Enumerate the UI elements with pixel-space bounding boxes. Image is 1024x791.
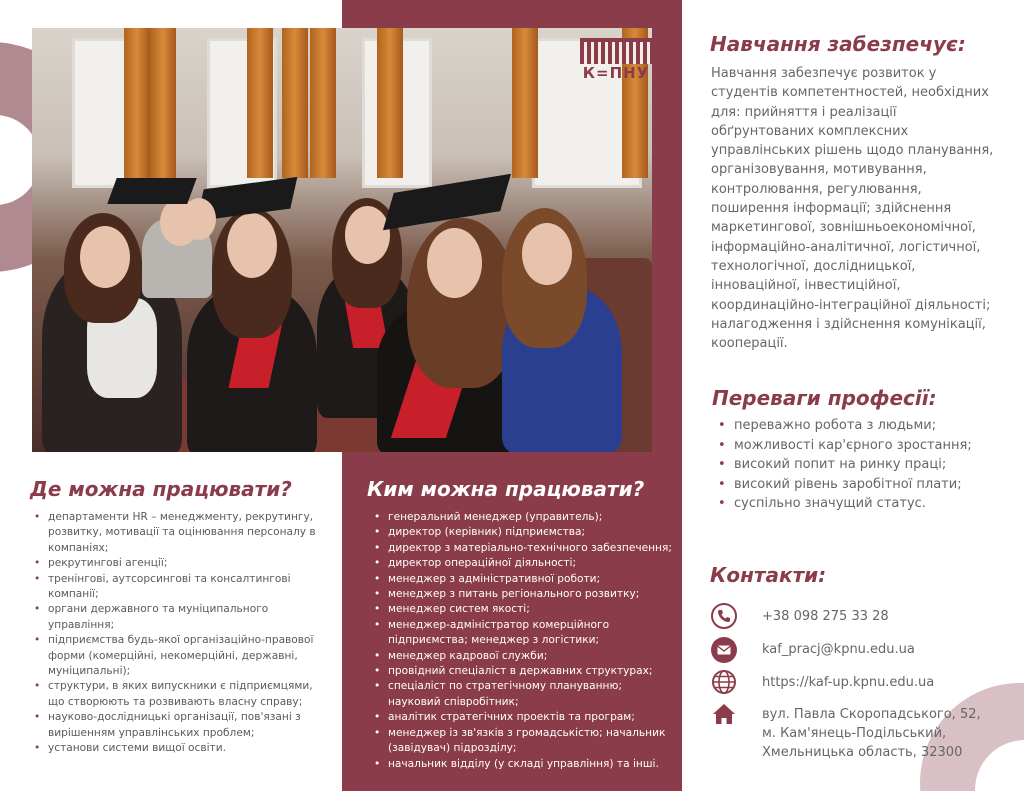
website-link[interactable]: https://kaf-up.kpnu.edu.ua (762, 675, 935, 690)
who-work-title: Ким можна працювати? (367, 477, 645, 501)
list-item: • менеджер з адміністративної роботи; (370, 572, 675, 587)
education-title: Навчання забезпечує: (710, 32, 966, 56)
photo-curtain (310, 28, 336, 178)
list-item: • спеціаліст по стратегічному плануванню; науковий співробітник; (370, 679, 675, 710)
list-item: • можливості кар'єрного зростання; (718, 436, 972, 456)
contacts-title: Контакти: (710, 563, 827, 587)
advantages-list (718, 416, 972, 514)
list-item: • менеджер-адміністратор комерційного підприємства; менеджер з логістики; (370, 618, 675, 649)
where-work-title: Де можна працювати? (30, 477, 292, 501)
email-address[interactable]: kaf_pracj@kpnu.edu.ua (762, 642, 915, 657)
photo-curtain (282, 28, 308, 178)
email-icon (710, 636, 738, 664)
list-item: • директор з матеріально-технічного забезпечення; (370, 541, 675, 556)
photo-face (227, 213, 277, 278)
home-icon (710, 700, 738, 728)
photo-face (182, 198, 216, 240)
graduates-photo (32, 28, 652, 452)
list-item: • менеджер кадрової служби; (370, 649, 675, 664)
list-item: • начальник відділу (у складі управління) та інші. (370, 757, 675, 772)
advantages-title: Переваги професії: (712, 386, 937, 410)
photo-curtain (247, 28, 273, 178)
address-line-1: вул. Павла Скоропадського, 52, (762, 707, 981, 722)
list-item: • генеральний менеджер (управитель); (370, 510, 675, 525)
photo-curtain (377, 28, 403, 178)
list-item: • високий попит на ринку праці; (718, 455, 972, 475)
photo-face (80, 226, 130, 288)
phone-number[interactable]: +38 098 275 33 28 (762, 609, 889, 624)
logo-text: К=ПНУ (582, 64, 650, 82)
photo-curtain (150, 28, 176, 178)
list-item: • директор операційної діяльності; (370, 556, 675, 571)
who-work-list (370, 510, 675, 772)
list-item: • тренінгові, аутсорсингові та консалтингові компанії; (30, 572, 330, 603)
photo-cap (107, 178, 196, 204)
list-item: • високий рівень заробітної плати; (718, 475, 972, 495)
list-item: • установи системи вищої освіти. (30, 741, 330, 756)
list-item: • менеджер з питань регіонального розвитку; (370, 587, 675, 602)
list-item: • менеджер систем якості; (370, 602, 675, 617)
address-line-2: м. Кам'янець-Подільський, (762, 726, 947, 741)
photo-face (345, 206, 390, 264)
education-text: Навчання забезпечує розвиток у студентів компетентностей, необхідних для: прийняття і реалізації обґрунтованих комплексних управлінських рішень щодо планування, організовування, мотивування, контролювання, регулювання, поширення інформації; здійснення маркетингової, зовнішньоекономічної, інформаційно-аналітичної, логістичної, технологічної, дослідницької, інноваційної, інвестиційної, координаційно-інтеграційної діяльності; налагодження і здійснення комунікації, кооперації. (711, 66, 994, 352)
list-item: • провідний спеціаліст в державних структурах; (370, 664, 675, 679)
list-item: • переважно робота з людьми; (718, 416, 972, 436)
photo-face (427, 228, 482, 298)
list-item: • директор (керівник) підприємства; (370, 525, 675, 540)
list-item: • департаменти HR – менеджменту, рекрутингу, розвитку, мотивації та оцінювання персоналу в компаніях; (30, 510, 330, 556)
list-item: • менеджер із зв'язків з громадськістю; начальник (завідувач) підрозділу; (370, 726, 675, 757)
list-item: • рекрутингові агенції; (30, 556, 330, 571)
where-work-list (30, 510, 330, 757)
list-item: • науково-дослідницькі організації, пов'язані з вирішенням управлінських проблем; (30, 710, 330, 741)
photo-curtain (124, 28, 150, 178)
list-item: • структури, в яких випускники є підприємцями, що створюють та розвивають власну справу; (30, 679, 330, 710)
list-item: • аналітик стратегічних проектів та програм; (370, 710, 675, 725)
phone-icon (710, 602, 738, 630)
photo-face (522, 223, 572, 285)
globe-icon (710, 668, 738, 696)
photo-curtain (512, 28, 538, 178)
list-item: • органи державного та муніципального управління; (30, 602, 330, 633)
address-line-3: Хмельницька область, 32300 (762, 745, 963, 760)
university-logo (580, 38, 652, 86)
list-item: • суспільно значущий статус. (718, 494, 972, 514)
list-item: • підприємства будь-якої організаційно-правової форми (комерційні, некомерційні, державні, муніципальні); (30, 633, 330, 679)
logo-building-icon (580, 38, 652, 64)
